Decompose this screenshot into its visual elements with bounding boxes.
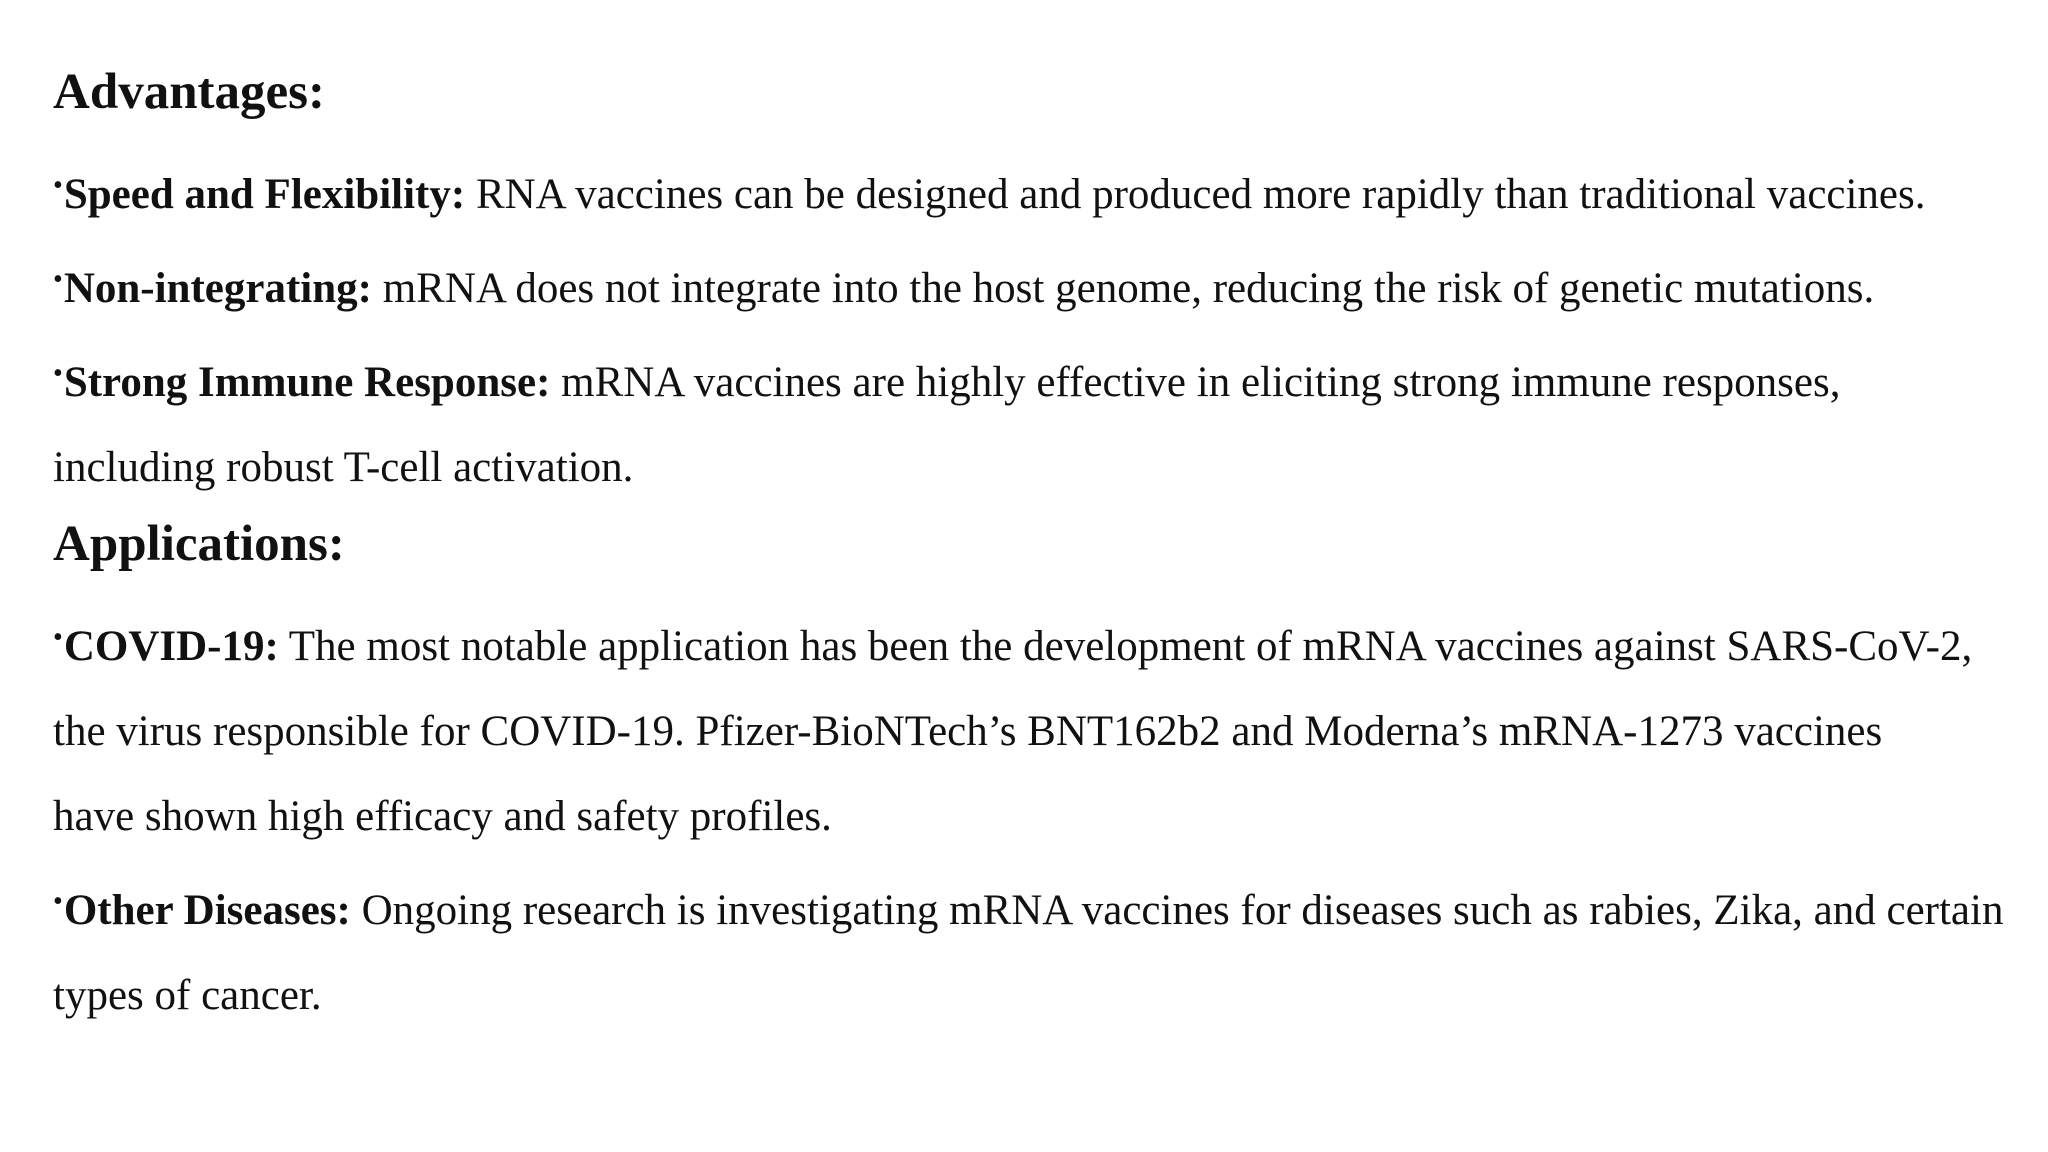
bullet-non-integrating xyxy=(53,237,1933,331)
bullet-lead: Strong Immune Response: xyxy=(63,359,551,406)
bullet-text: The most notable application has been the development of mRNA vaccines against SARS-CoV-2, the virus responsible for COVID-19. Pfizer-BioNTech’s BNT162b2 and Moderna’s mRNA-1273 vaccines have shown high efficacy and safety profiles. xyxy=(53,623,1973,840)
section-heading-advantages: Advantages: xyxy=(53,64,326,120)
bullet-text: mRNA vaccines are highly effective in eliciting strong immune responses, including robust T-cell activation. xyxy=(53,359,1841,491)
bullet-lead: Non-integrating: xyxy=(63,265,372,312)
bullet-icon: • xyxy=(53,358,63,389)
bullet-text: Ongoing research is investigating mRNA vaccines for diseases such as rabies, Zika, and certain types of cancer. xyxy=(53,887,2004,1019)
bullet-lead: COVID-19: xyxy=(63,623,279,670)
bullet-lead: Speed and Flexibility: xyxy=(63,171,466,218)
bullet-strong-immune-response xyxy=(53,331,1903,510)
bullet-speed-flexibility xyxy=(53,143,1973,237)
bullet-icon: • xyxy=(53,264,63,295)
bullet-icon: • xyxy=(53,622,63,653)
document-page xyxy=(53,58,2013,1038)
bullet-lead: Other Diseases: xyxy=(63,887,351,934)
bullet-icon: • xyxy=(53,886,63,917)
bullet-other-diseases xyxy=(53,859,2013,1038)
bullet-covid-19 xyxy=(53,595,1973,859)
bullet-text: mRNA does not integrate into the host genome, reducing the risk of genetic mutations. xyxy=(371,265,1875,312)
bullet-text: RNA vaccines can be designed and produced more rapidly than traditional vaccines. xyxy=(465,171,1926,218)
section-heading-applications: Applications: xyxy=(53,516,345,572)
bullet-icon: • xyxy=(53,170,63,201)
